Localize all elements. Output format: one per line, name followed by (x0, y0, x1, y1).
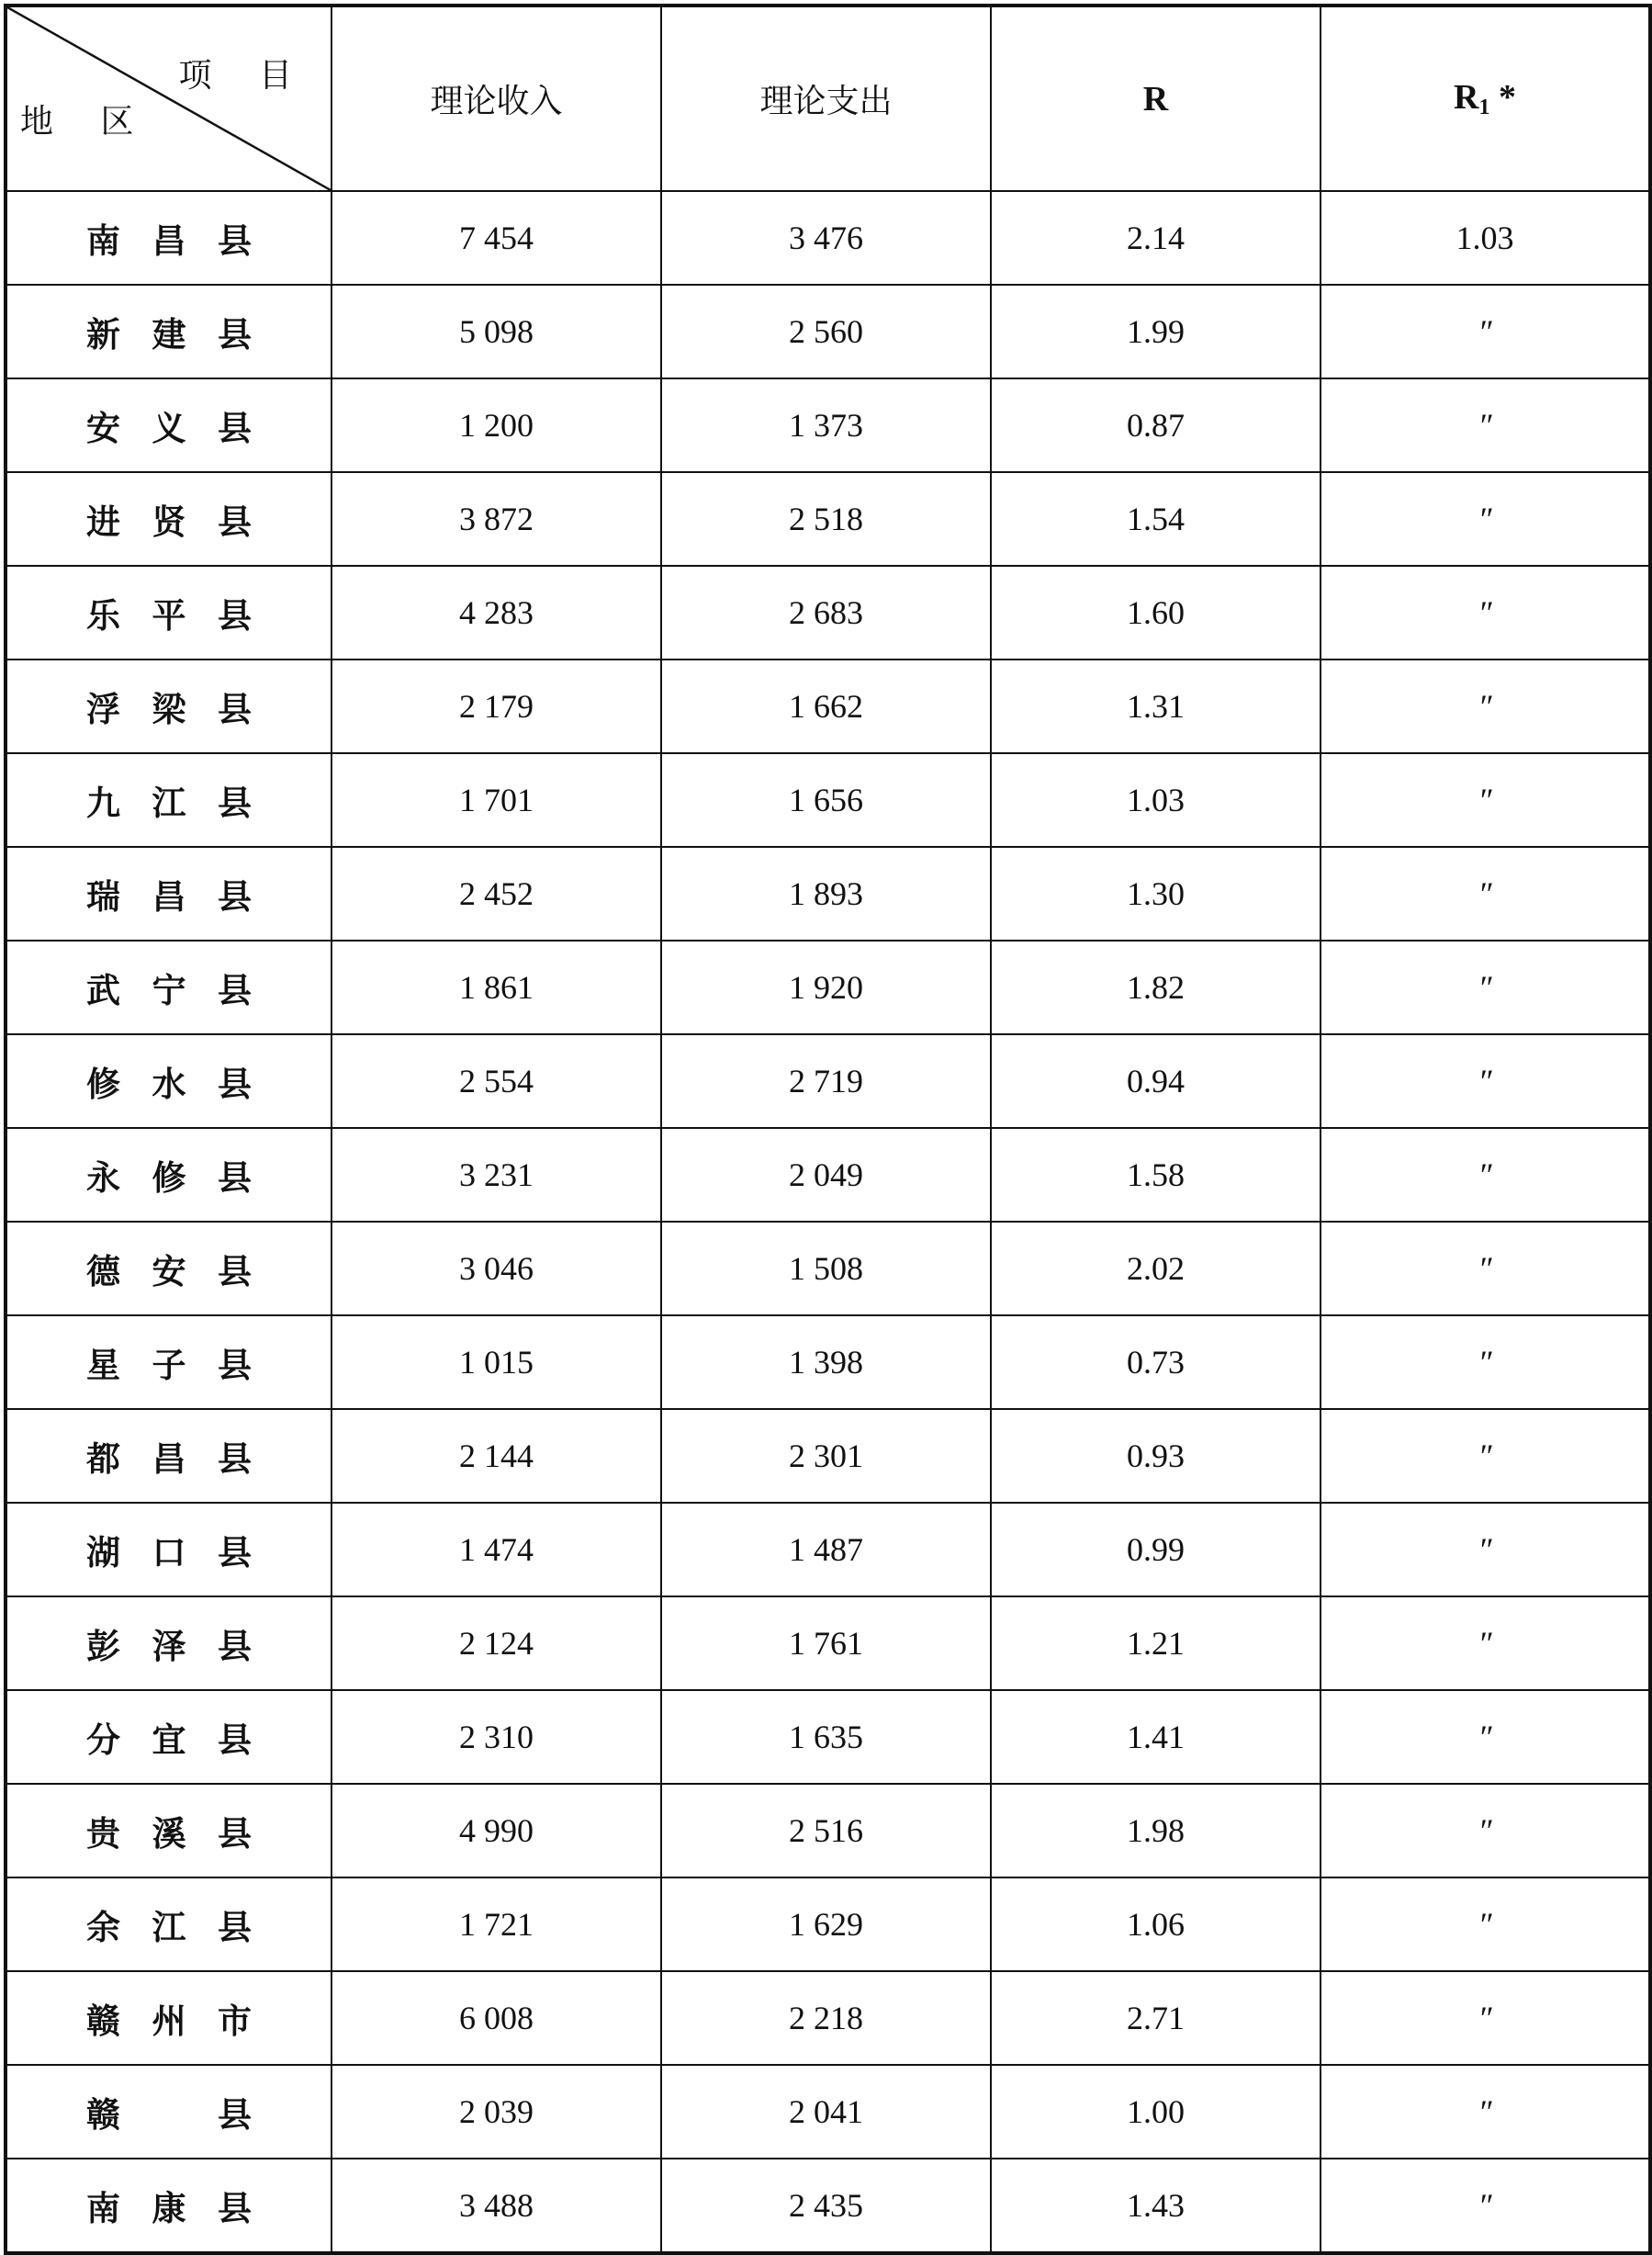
r1-cell: ″ (1320, 2065, 1650, 2159)
table-row (6, 472, 1650, 566)
table-row (6, 1971, 1650, 2065)
region-char: 泽 (152, 1627, 186, 1666)
table-row (6, 660, 1650, 753)
region-cell (6, 472, 332, 566)
table-header (6, 6, 1650, 191)
table-row (6, 1315, 1650, 1409)
region-char: 赣 (86, 2095, 120, 2135)
r1-cell: ″ (1320, 2159, 1650, 2253)
region-name (86, 213, 252, 263)
r-cell: 0.87 (991, 378, 1320, 472)
r-cell: 1.00 (991, 2065, 1320, 2159)
income-cell: 3 046 (332, 1222, 661, 1315)
region-char: 县 (218, 1908, 252, 1947)
expense-cell: 1 662 (661, 660, 991, 753)
header-r1 (1320, 6, 1650, 191)
region-char: 县 (218, 409, 252, 448)
r1-cell: ″ (1320, 847, 1650, 941)
region-cell (6, 1315, 332, 1409)
region-name (86, 494, 252, 544)
region-char: 县 (218, 1720, 252, 1760)
region-cell (6, 2065, 332, 2159)
region-char: 县 (218, 877, 252, 917)
region-char: 安 (152, 1252, 186, 1291)
table-row (6, 1596, 1650, 1690)
r-cell: 1.03 (991, 753, 1320, 847)
region-char: 义 (152, 409, 186, 448)
region-char: 县 (218, 502, 252, 542)
region-char: 康 (152, 2189, 186, 2228)
table-row (6, 378, 1650, 472)
region-char: 南 (86, 221, 120, 261)
region-char: 水 (152, 1065, 186, 1104)
region-cell (6, 1596, 332, 1690)
income-cell: 1 721 (332, 1877, 661, 1971)
header-expense: 理论支出 (661, 6, 991, 191)
region-char: 县 (218, 1065, 252, 1104)
region-cell (6, 2159, 332, 2253)
region-cell (6, 847, 332, 941)
region-char: 县 (218, 1533, 252, 1573)
r1-cell: ″ (1320, 1596, 1650, 1690)
income-cell: 3 872 (332, 472, 661, 566)
diagonal-header-cell (6, 6, 332, 191)
region-char: 昌 (152, 1439, 186, 1479)
region-name (86, 1431, 252, 1481)
region-name (86, 1806, 252, 1855)
region-name (86, 400, 252, 450)
income-cell: 5 098 (332, 285, 661, 378)
r1-cell: ″ (1320, 285, 1650, 378)
region-char: 分 (86, 1720, 120, 1760)
region-cell (6, 1128, 332, 1222)
region-char: 修 (86, 1065, 120, 1104)
region-char: 浮 (86, 690, 120, 729)
header-r1-base: R (1454, 78, 1479, 117)
expense-cell: 1 656 (661, 753, 991, 847)
table-row (6, 847, 1650, 941)
region-char: 溪 (152, 1814, 186, 1854)
region-name (86, 1337, 252, 1387)
region-cell (6, 566, 332, 660)
expense-cell: 3 476 (661, 191, 991, 285)
region-char: 市 (218, 2001, 252, 2041)
header-row (6, 6, 1650, 191)
region-cell (6, 1877, 332, 1971)
region-cell (6, 1784, 332, 1877)
region-char: 梁 (152, 690, 186, 729)
r-cell: 1.21 (991, 1596, 1320, 1690)
region-cell (6, 660, 332, 753)
region-char: 县 (218, 1627, 252, 1666)
region-char: 县 (218, 971, 252, 1010)
table-row (6, 1409, 1650, 1503)
region-cell (6, 1690, 332, 1784)
income-cell: 1 474 (332, 1503, 661, 1596)
region-name (86, 682, 252, 731)
region-char: 州 (152, 2001, 186, 2041)
r1-cell: ″ (1320, 1409, 1650, 1503)
income-cell: 2 144 (332, 1409, 661, 1503)
region-char: 贤 (152, 502, 186, 542)
income-cell: 1 861 (332, 941, 661, 1034)
r-cell: 2.14 (991, 191, 1320, 285)
region-char: 乐 (86, 596, 120, 636)
region-char: 昌 (152, 877, 186, 917)
region-name (86, 1712, 252, 1762)
region-cell (6, 1503, 332, 1596)
region-char: 武 (86, 971, 120, 1010)
region-cell (6, 753, 332, 847)
region-char: 赣 (86, 2001, 120, 2041)
expense-cell: 1 373 (661, 378, 991, 472)
region-name (86, 1150, 252, 1200)
expense-cell: 1 635 (661, 1690, 991, 1784)
table-row (6, 2065, 1650, 2159)
region-char: 县 (218, 2095, 252, 2135)
table-row (6, 566, 1650, 660)
region-char: 德 (86, 1252, 120, 1291)
table-row (6, 1222, 1650, 1315)
region-char: 星 (86, 1346, 120, 1385)
expense-cell: 1 893 (661, 847, 991, 941)
table-row (6, 753, 1650, 847)
region-char: 安 (86, 409, 120, 448)
table-row (6, 1690, 1650, 1784)
income-cell: 3 231 (332, 1128, 661, 1222)
income-cell: 2 179 (332, 660, 661, 753)
r1-cell: ″ (1320, 1784, 1650, 1877)
r-cell: 1.31 (991, 660, 1320, 753)
region-char: 都 (86, 1439, 120, 1479)
r-cell: 2.02 (991, 1222, 1320, 1315)
region-char: 九 (86, 784, 120, 823)
expense-cell: 2 518 (661, 472, 991, 566)
expense-cell: 1 629 (661, 1877, 991, 1971)
expense-cell: 2 218 (661, 1971, 991, 2065)
r1-cell: ″ (1320, 1034, 1650, 1128)
region-char: 县 (218, 784, 252, 823)
r1-cell: ″ (1320, 378, 1650, 472)
region-cell (6, 1034, 332, 1128)
r1-cell: ″ (1320, 1128, 1650, 1222)
r1-cell: ″ (1320, 1315, 1650, 1409)
region-char: 县 (218, 315, 252, 355)
r-cell: 1.60 (991, 566, 1320, 660)
r-cell: 1.98 (991, 1784, 1320, 1877)
expense-cell: 2 719 (661, 1034, 991, 1128)
income-cell: 4 990 (332, 1784, 661, 1877)
r-cell: 1.99 (991, 285, 1320, 378)
region-name (86, 963, 252, 1012)
r1-cell: ″ (1320, 566, 1650, 660)
r-cell: 0.94 (991, 1034, 1320, 1128)
region-cell (6, 1222, 332, 1315)
income-cell: 7 454 (332, 191, 661, 285)
r1-cell: ″ (1320, 660, 1650, 753)
data-table (4, 4, 1652, 2255)
expense-cell: 2 041 (661, 2065, 991, 2159)
region-char: 建 (152, 315, 186, 355)
r-cell: 1.41 (991, 1690, 1320, 1784)
region-cell (6, 191, 332, 285)
expense-cell: 2 301 (661, 1409, 991, 1503)
region-name (86, 1244, 252, 1293)
header-r1-subscript: 1 (1478, 96, 1490, 119)
region-name (86, 869, 252, 919)
r-cell: 1.30 (991, 847, 1320, 941)
region-char: 昌 (152, 221, 186, 261)
region-char: 平 (152, 596, 186, 636)
r-cell: 1.58 (991, 1128, 1320, 1222)
r-cell: 0.99 (991, 1503, 1320, 1596)
r1-cell: ″ (1320, 1222, 1650, 1315)
region-char: 南 (86, 2189, 120, 2228)
header-income: 理论收入 (332, 6, 661, 191)
income-cell: 1 701 (332, 753, 661, 847)
region-char: 县 (218, 690, 252, 729)
region-char: 瑞 (86, 877, 120, 917)
income-cell: 2 124 (332, 1596, 661, 1690)
table-row (6, 191, 1650, 285)
header-r: R (991, 6, 1320, 191)
region-char: 江 (152, 784, 186, 823)
r1-cell: ″ (1320, 941, 1650, 1034)
income-cell: 2 452 (332, 847, 661, 941)
table-row (6, 1503, 1650, 1596)
r-cell: 1.82 (991, 941, 1320, 1034)
region-char: 县 (218, 1158, 252, 1198)
r-cell: 1.06 (991, 1877, 1320, 1971)
region-char: 贵 (86, 1814, 120, 1854)
region-char: 修 (152, 1158, 186, 1198)
expense-cell: 1 761 (661, 1596, 991, 1690)
r1-cell: 1.03 (1320, 191, 1650, 285)
r1-cell: ″ (1320, 1971, 1650, 2065)
r-cell: 1.43 (991, 2159, 1320, 2253)
region-char: 永 (86, 1158, 120, 1198)
region-name (86, 1900, 252, 1949)
income-cell: 1 015 (332, 1315, 661, 1409)
region-name (86, 2087, 252, 2137)
region-char: 余 (86, 1908, 120, 1947)
table-row (6, 2159, 1650, 2253)
expense-cell: 2 560 (661, 285, 991, 378)
region-char: 湖 (86, 1533, 120, 1573)
income-cell: 3 488 (332, 2159, 661, 2253)
income-cell: 6 008 (332, 1971, 661, 2065)
region-cell (6, 1971, 332, 2065)
r-cell: 0.73 (991, 1315, 1320, 1409)
region-char: 县 (218, 1439, 252, 1479)
table-row (6, 285, 1650, 378)
region-char: 县 (218, 221, 252, 261)
expense-cell: 2 049 (661, 1128, 991, 1222)
region-cell (6, 285, 332, 378)
region-char: 子 (152, 1346, 186, 1385)
table-row (6, 941, 1650, 1034)
region-char: 进 (86, 502, 120, 542)
region-char: 县 (218, 1252, 252, 1291)
header-region-label: 地 区 (20, 103, 152, 141)
r1-cell: ″ (1320, 1877, 1650, 1971)
r-cell: 0.93 (991, 1409, 1320, 1503)
r1-cell: ″ (1320, 753, 1650, 847)
region-cell (6, 1409, 332, 1503)
region-char: 新 (86, 315, 120, 355)
expense-cell: 1 508 (661, 1222, 991, 1315)
region-name (86, 2181, 252, 2230)
expense-cell: 2 516 (661, 1784, 991, 1877)
region-char: 县 (218, 1346, 252, 1385)
income-cell: 2 554 (332, 1034, 661, 1128)
table-body (6, 191, 1650, 2253)
table-row (6, 1877, 1650, 1971)
r1-cell: ″ (1320, 472, 1650, 566)
region-char: 县 (218, 2189, 252, 2228)
region-char: 宜 (152, 1720, 186, 1760)
header-item-label: 项 目 (178, 57, 310, 95)
expense-cell: 1 398 (661, 1315, 991, 1409)
expense-cell: 1 487 (661, 1503, 991, 1596)
region-char: 江 (152, 1908, 186, 1947)
income-cell: 2 310 (332, 1690, 661, 1784)
income-cell: 4 283 (332, 566, 661, 660)
income-cell: 2 039 (332, 2065, 661, 2159)
region-cell (6, 941, 332, 1034)
r-cell: 2.71 (991, 1971, 1320, 2065)
income-cell: 1 200 (332, 378, 661, 472)
table-row (6, 1128, 1650, 1222)
region-cell (6, 378, 332, 472)
table-row (6, 1034, 1650, 1128)
expense-cell: 2 683 (661, 566, 991, 660)
region-name (86, 307, 252, 356)
header-r1-mark: * (1489, 78, 1516, 117)
expense-cell: 1 920 (661, 941, 991, 1034)
r-cell: 1.54 (991, 472, 1320, 566)
r1-cell: ″ (1320, 1503, 1650, 1596)
region-name (86, 1056, 252, 1106)
r1-cell: ″ (1320, 1690, 1650, 1784)
region-name (86, 1993, 252, 2043)
region-char: 彭 (86, 1627, 120, 1666)
region-name (86, 588, 252, 637)
expense-cell: 2 435 (661, 2159, 991, 2253)
region-char: 口 (152, 1533, 186, 1573)
table-row (6, 1784, 1650, 1877)
region-name (86, 1525, 252, 1574)
region-char: 县 (218, 596, 252, 636)
region-name (86, 1618, 252, 1668)
region-name (86, 775, 252, 825)
region-char: 县 (218, 1814, 252, 1854)
region-char: 宁 (152, 971, 186, 1010)
